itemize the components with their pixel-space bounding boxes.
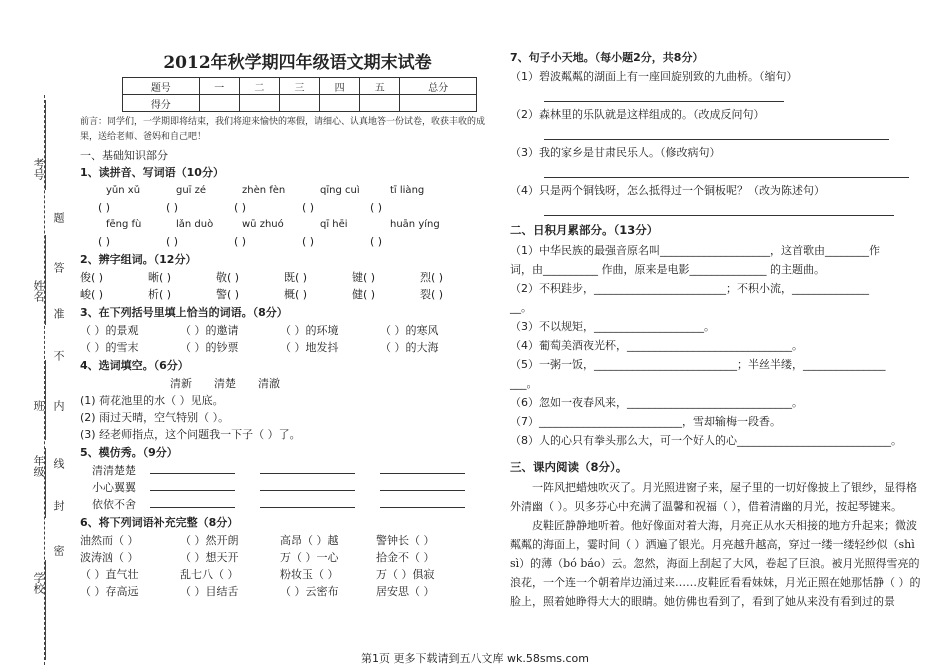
exam-no-line[interactable] [45,100,46,190]
pinyin: zhèn fèn [242,185,286,196]
answer-box[interactable]: ( ) [370,201,383,214]
part2-item[interactable]: （4）葡萄美酒夜光杯，______________________________。 [510,339,803,352]
page-footer: 第1页 更多下载请到五八文库 wk.58sms.com [360,652,590,665]
answer-line[interactable] [260,496,355,508]
score-header-cell: 一 [199,78,239,95]
pinyin: yǔn xǔ [106,185,141,196]
q5-row [80,496,495,513]
char-item[interactable]: 烈( ) [420,271,444,284]
answer-line[interactable] [150,479,235,491]
gutter-label-ti: 题 [52,212,65,223]
idiom-item[interactable]: 波涛汹（ ） [80,551,139,564]
gutter-label-feng: 封 [52,500,65,511]
char-item[interactable]: 析( ) [148,288,172,301]
name-line[interactable] [45,235,46,325]
school-line[interactable] [45,560,46,660]
pinyin: fēng fù [106,219,142,230]
part2-item[interactable]: （5）一粥一饭，__________________________；半丝半缕，_______________ [510,358,886,371]
part2-item[interactable]: ___。 [510,377,538,390]
class-line[interactable] [45,360,46,440]
answer-line[interactable] [150,462,235,474]
answer-line[interactable] [260,462,355,474]
score-input-cell[interactable] [320,95,360,112]
q3-row [80,339,495,356]
fill-item[interactable]: （ ）的邀请 [180,324,239,337]
gutter-label-name: 姓名 [32,280,45,302]
q7-answer-line[interactable] [544,88,784,102]
idiom-item[interactable]: （ ）目结舌 [180,585,239,598]
q6-row [80,532,495,549]
idiom-item[interactable]: 万（ ）俱寂 [376,568,435,581]
q5-row [80,462,495,479]
idiom-item[interactable]: 乱七八（ ） [180,568,239,581]
part2-item[interactable]: （3）不以规矩，____________________。 [510,320,715,333]
gutter-label-da: 答 [52,262,65,273]
fill-item[interactable]: （ ）的大海 [380,341,439,354]
pinyin: qīng cuì [320,185,360,196]
model-word: 依依不舍 [92,498,136,511]
q1-answer-row1[interactable] [80,199,495,216]
idiom-item[interactable]: 万（ ）一心 [280,551,339,564]
part2-item[interactable]: 词，由__________ 作曲，原来是电影______________ 的主题曲。 [510,263,825,276]
model-word: 小心翼翼 [92,481,136,494]
score-input-cell[interactable] [279,95,319,112]
part3-title: 三、课内阅读（8分）。 [510,460,628,474]
idiom-item[interactable]: 油然而（ ） [80,534,139,547]
fill-item[interactable]: （ ）的雪末 [80,341,139,354]
char-item[interactable]: 峻( ) [80,288,104,301]
idiom-item[interactable]: （ ）想天开 [180,551,239,564]
q7-item: （1）碧波粼粼的湖面上有一座回旋别致的九曲桥。（缩句） [510,70,798,83]
idiom-item[interactable]: 高昂（ ）越 [280,534,339,547]
score-input-cell[interactable] [239,95,279,112]
pinyin: lǎn duò [176,219,214,230]
score-row-label: 得分 [123,95,200,112]
right-column [510,48,922,611]
q7-title: 7、句子小天地。（每小题2分，共8分） [510,51,704,64]
score-input-cell[interactable] [400,95,477,112]
pinyin: tī liàng [390,185,425,196]
part2-item[interactable]: （2）不积跬步，________________________；不积小流，______________ [510,282,869,295]
part2-title: 二、日积月累部分。（13分） [510,223,659,237]
score-header-cell: 五 [360,78,400,95]
score-header-cell: 四 [320,78,360,95]
answer-line[interactable] [380,496,465,508]
fill-item[interactable]: （ ）地发抖 [280,341,339,354]
part2-item[interactable]: （8）人的心只有拳头那么大，可一个好人的心____________________________。 [510,434,902,447]
idiom-item[interactable]: （ ）存高远 [80,585,139,598]
pinyin: wū zhuó [242,219,284,230]
gutter-label-mi: 密 [52,545,65,556]
fill-item[interactable]: （ ）的环境 [280,324,339,337]
char-item[interactable]: 晰( ) [148,271,172,284]
q1-title: 1、读拼音、写词语（10分） [80,166,224,179]
part2-item[interactable]: （1）中华民族的最强音原名叫____________________，这首歌由________作 [510,244,880,257]
score-header-cell: 总分 [400,78,477,95]
idiom-item[interactable]: （ ）然开朗 [180,534,239,547]
char-item[interactable]: 裂( ) [420,288,444,301]
fill-item[interactable]: （ ）的景观 [80,324,139,337]
char-item[interactable]: 概( ) [284,288,308,301]
answer-line[interactable] [380,479,465,491]
answer-box[interactable]: ( ) [166,235,179,248]
answer-box[interactable]: ( ) [370,235,383,248]
score-input-cell[interactable] [199,95,239,112]
idiom-item[interactable]: 拾金不（ ） [376,551,435,564]
q3-title: 3、在下列括号里填上恰当的词语。（8分） [80,306,288,319]
answer-box[interactable]: ( ) [234,201,247,214]
grade-line[interactable] [45,448,46,518]
q3-row [80,322,495,339]
idiom-item[interactable]: 警钟长（ ） [376,534,435,547]
model-word: 清清楚楚 [92,464,136,477]
char-item[interactable]: 敬( ) [216,271,240,284]
score-header-cell: 二 [239,78,279,95]
char-item[interactable]: 警( ) [216,288,240,301]
q4-title: 4、选词填空。（6分） [80,359,189,372]
q2-title: 2、辨字组词。（12分） [80,253,197,266]
q6-row [80,566,495,583]
part2-item[interactable]: （6）忽如一夜春风来，______________________________。 [510,396,803,409]
q5-title: 5、模仿秀。（9分） [80,446,178,459]
q4-word-choices: 清新 清楚 清澈 [170,377,280,390]
answer-box[interactable]: ( ) [302,235,315,248]
q7-answer-line[interactable] [544,164,909,178]
left-column [80,48,495,600]
q1-answer-row2[interactable] [80,233,495,250]
gutter-label-zhun: 准 [52,308,65,319]
score-table [122,77,477,112]
q1-pinyin-row1 [80,182,495,199]
q2-row [80,269,495,286]
pinyin: qī hēi [320,219,348,230]
answer-line[interactable] [150,496,235,508]
q1-pinyin-row2 [80,216,495,233]
q6-title: 6、将下列词语补充完整（8分） [80,516,239,529]
pinyin: huān yíng [390,219,440,230]
idiom-item[interactable]: 粉妆玉（ ） [280,568,339,581]
q7-item: （3）我的家乡是甘肃民乐人。（修改病句） [510,146,721,159]
gutter-label-bu: 不 [52,350,65,361]
reading-paragraph: 一阵风把蜡烛吹灭了。月光照进窗子来，屋子里的一切好像披上了银纱，显得格外清幽（ ）。贝多芬心中充满了温馨和祝福（ ），借着清幽的月光，按起琴键来。 [510,481,917,513]
reading-paragraph: 皮鞋匠静静地听着。他好像面对着大海，月亮正从水天相接的地方升起来；微波粼粼的海面上，霎时间（ ）洒遍了银光。月亮越升越高，穿过一缕一缕轻纱似（shì sì）的薄（bó báo）云。忽然，海面上刮起了大风，卷起了巨浪。被月光照得雪亮的浪花，一个连一个朝着岸边涌过来……皮鞋匠看看妹妹，月光正照在她那恬静（ ）的脸上，照着她睁得大大的眼睛。她仿佛也看到了，看到了她从来没有看到过的景 [510,519,921,608]
page-title: 2012年秋学期四年级语文期末试卷 [163,53,432,73]
binding-gutter [0,0,75,672]
pinyin: guī zé [176,185,207,196]
char-item[interactable]: 俊( ) [80,271,104,284]
preface: 前言：同学们，一学期即将结束，我们将迎来愉快的寒假，请细心、认真地答一份试卷，收获丰收的成果，送给老师、爸妈和自己吧！ [80,117,486,142]
fill-item[interactable]: （ ）的寒风 [380,324,439,337]
gutter-label-exam-no: 考号 [32,158,45,180]
answer-box[interactable]: ( ) [98,201,111,214]
score-header-cell: 三 [279,78,319,95]
answer-box[interactable]: ( ) [302,201,315,214]
gutter-label-nei: 内 [52,400,65,411]
part1-heading: 一、基础知识部分 [80,149,168,162]
q4-item[interactable]: (2) 雨过天晴，空气特别（ ）。 [80,411,230,424]
char-item[interactable]: 健( ) [352,288,376,301]
gutter-label-grade: 年级 [32,455,45,477]
answer-box[interactable]: ( ) [234,235,247,248]
q4-item[interactable]: (1) 荷花池里的水（ ）见底。 [80,394,224,407]
idiom-item[interactable]: 居安思（ ） [376,585,435,598]
answer-box[interactable]: ( ) [166,201,179,214]
gutter-label-school: 学校 [32,572,45,594]
part2-item[interactable]: （7）__________________________，雪却输梅一段香。 [510,415,781,428]
answer-box[interactable]: ( ) [98,235,111,248]
part2-item[interactable]: __。 [510,301,532,314]
q6-row [80,583,495,600]
q6-row [80,549,495,566]
gutter-label-xian: 线 [52,458,65,469]
q7-item: （2）森林里的乐队就是这样组成的。（改成反问句） [510,108,765,121]
idiom-item[interactable]: （ ）直气壮 [80,568,139,581]
char-item[interactable]: 键( ) [352,271,376,284]
char-item[interactable]: 既( ) [284,271,308,284]
gutter-label-class: 班 [32,400,45,411]
score-header-cell: 题号 [123,78,200,95]
q7-item: （4）只是两个铜钱呀，怎么抵得过一个铜板呢？（改为陈述句） [510,184,825,197]
q4-item[interactable]: (3) 经老师指点，这个问题我一下子（ ）了。 [80,428,301,441]
fill-item[interactable]: （ ）的钞票 [180,341,239,354]
q5-row [80,479,495,496]
q7-answer-line[interactable] [544,126,889,140]
q2-row [80,286,495,303]
answer-line[interactable] [260,479,355,491]
q7-answer-line[interactable] [544,202,894,216]
score-input-cell[interactable] [360,95,400,112]
idiom-item[interactable]: （ ）云密布 [280,585,339,598]
answer-line[interactable] [380,462,465,474]
